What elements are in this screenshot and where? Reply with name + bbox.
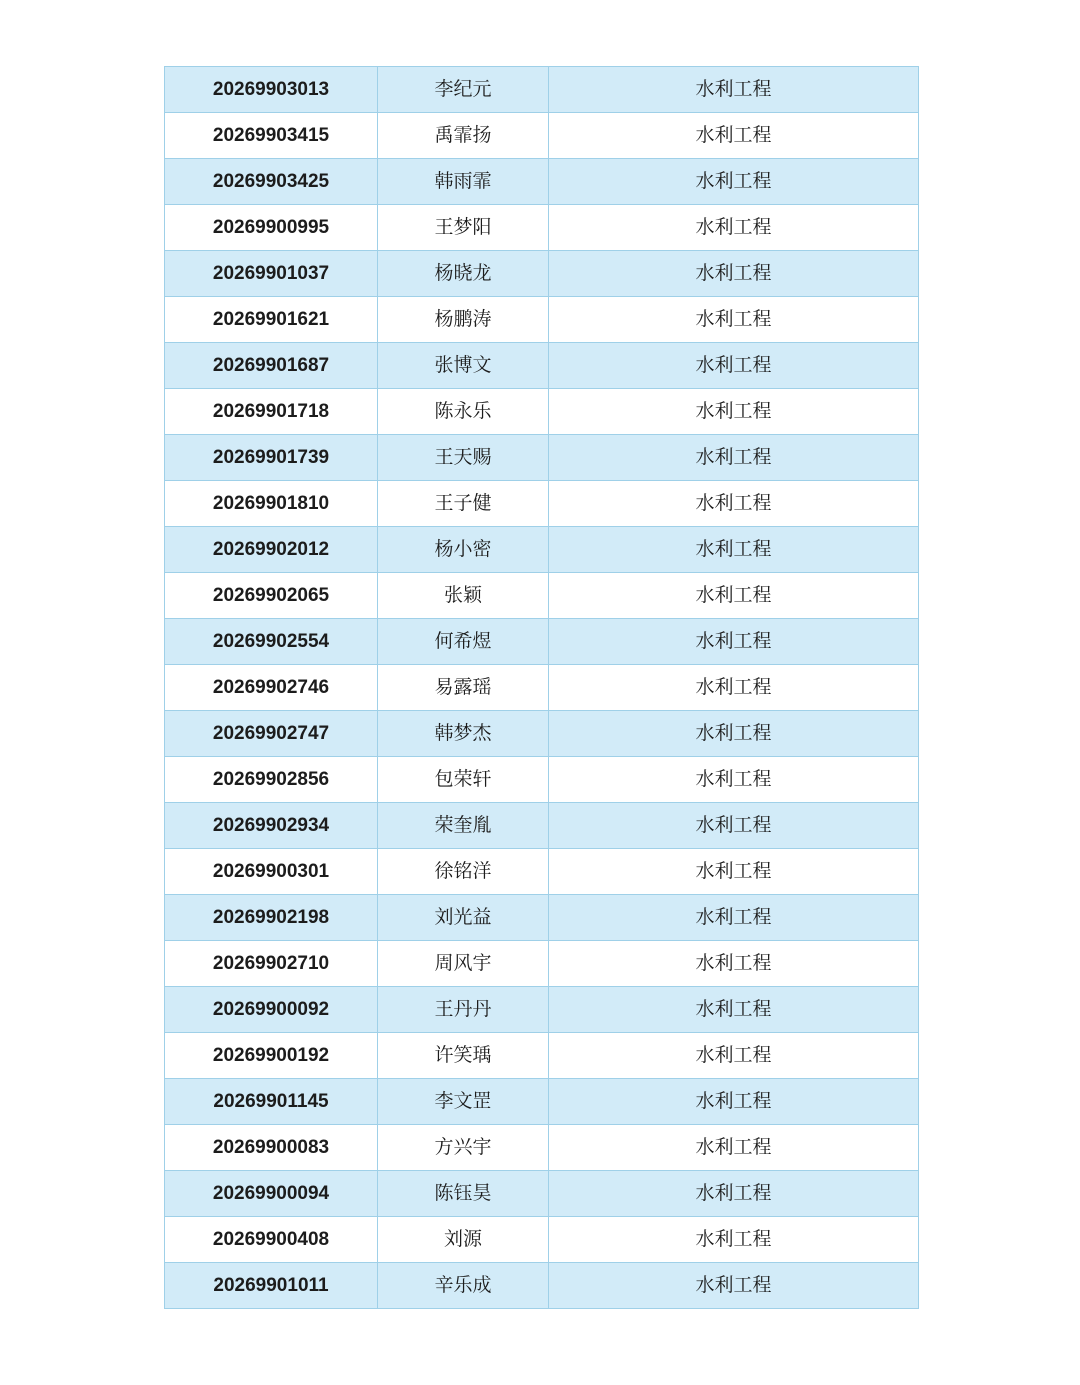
student-id-cell: 20269902746	[165, 665, 378, 711]
table-row	[165, 1171, 919, 1217]
table-row	[165, 665, 919, 711]
student-id-cell: 20269901687	[165, 343, 378, 389]
major-cell: 水利工程	[549, 941, 919, 987]
table-row	[165, 711, 919, 757]
major-cell: 水利工程	[549, 619, 919, 665]
major-cell: 水利工程	[549, 665, 919, 711]
student-name-cell: 王天赐	[378, 435, 549, 481]
table-row	[165, 1079, 919, 1125]
major-cell: 水利工程	[549, 251, 919, 297]
student-id-cell: 20269902934	[165, 803, 378, 849]
student-id-cell: 20269901145	[165, 1079, 378, 1125]
table-row	[165, 1125, 919, 1171]
student-name-cell: 禹霏扬	[378, 113, 549, 159]
student-name-cell: 易露瑶	[378, 665, 549, 711]
student-name-cell: 周风宇	[378, 941, 549, 987]
major-cell: 水利工程	[549, 895, 919, 941]
major-cell: 水利工程	[549, 113, 919, 159]
student-id-cell: 20269900301	[165, 849, 378, 895]
table-row	[165, 251, 919, 297]
table-row	[165, 941, 919, 987]
major-cell: 水利工程	[549, 573, 919, 619]
major-cell: 水利工程	[549, 1125, 919, 1171]
student-id-cell: 20269900083	[165, 1125, 378, 1171]
major-cell: 水利工程	[549, 1079, 919, 1125]
table-row	[165, 527, 919, 573]
student-name-cell: 李文罡	[378, 1079, 549, 1125]
student-name-cell: 包荣轩	[378, 757, 549, 803]
table-row	[165, 481, 919, 527]
student-name-cell: 方兴宇	[378, 1125, 549, 1171]
student-name-cell: 王子健	[378, 481, 549, 527]
table-row	[165, 757, 919, 803]
student-name-cell: 张博文	[378, 343, 549, 389]
student-id-cell: 20269900192	[165, 1033, 378, 1079]
student-name-cell: 何希煜	[378, 619, 549, 665]
student-name-cell: 杨晓龙	[378, 251, 549, 297]
student-id-cell: 20269902065	[165, 573, 378, 619]
student-id-cell: 20269901810	[165, 481, 378, 527]
major-cell: 水利工程	[549, 1263, 919, 1309]
table-row	[165, 1217, 919, 1263]
table-row	[165, 619, 919, 665]
student-name-cell: 张颖	[378, 573, 549, 619]
table-row	[165, 113, 919, 159]
student-name-cell: 韩雨霏	[378, 159, 549, 205]
student-name-cell: 辛乐成	[378, 1263, 549, 1309]
table-row	[165, 389, 919, 435]
student-id-cell: 20269902710	[165, 941, 378, 987]
student-name-cell: 韩梦杰	[378, 711, 549, 757]
table-row	[165, 895, 919, 941]
student-id-cell: 20269901621	[165, 297, 378, 343]
student-id-cell: 20269902012	[165, 527, 378, 573]
table-row	[165, 573, 919, 619]
student-id-cell: 20269900094	[165, 1171, 378, 1217]
student-id-cell: 20269902856	[165, 757, 378, 803]
major-cell: 水利工程	[549, 1171, 919, 1217]
student-id-cell: 20269902198	[165, 895, 378, 941]
student-name-cell: 荣奎胤	[378, 803, 549, 849]
student-name-cell: 许笑瑀	[378, 1033, 549, 1079]
table-row	[165, 803, 919, 849]
major-cell: 水利工程	[549, 1217, 919, 1263]
student-name-cell: 陈钰昊	[378, 1171, 549, 1217]
student-id-cell: 20269902747	[165, 711, 378, 757]
student-name-cell: 陈永乐	[378, 389, 549, 435]
student-id-cell: 20269903013	[165, 67, 378, 113]
student-id-cell: 20269903415	[165, 113, 378, 159]
table-row	[165, 849, 919, 895]
major-cell: 水利工程	[549, 297, 919, 343]
student-name-cell: 王丹丹	[378, 987, 549, 1033]
major-cell: 水利工程	[549, 711, 919, 757]
major-cell: 水利工程	[549, 757, 919, 803]
major-cell: 水利工程	[549, 1033, 919, 1079]
table-row	[165, 297, 919, 343]
table-row	[165, 159, 919, 205]
student-id-cell: 20269901011	[165, 1263, 378, 1309]
student-id-cell: 20269901037	[165, 251, 378, 297]
major-cell: 水利工程	[549, 159, 919, 205]
student-id-cell: 20269900408	[165, 1217, 378, 1263]
student-name-cell: 刘源	[378, 1217, 549, 1263]
table-row	[165, 435, 919, 481]
student-id-cell: 20269901718	[165, 389, 378, 435]
student-list-table	[164, 66, 919, 1309]
major-cell: 水利工程	[549, 481, 919, 527]
table-row	[165, 987, 919, 1033]
student-id-cell: 20269901739	[165, 435, 378, 481]
major-cell: 水利工程	[549, 987, 919, 1033]
major-cell: 水利工程	[549, 435, 919, 481]
major-cell: 水利工程	[549, 67, 919, 113]
major-cell: 水利工程	[549, 205, 919, 251]
table-row	[165, 1263, 919, 1309]
student-id-cell: 20269900995	[165, 205, 378, 251]
student-name-cell: 杨鹏涛	[378, 297, 549, 343]
major-cell: 水利工程	[549, 803, 919, 849]
student-id-cell: 20269902554	[165, 619, 378, 665]
student-id-cell: 20269900092	[165, 987, 378, 1033]
student-id-cell: 20269903425	[165, 159, 378, 205]
table-body	[165, 67, 919, 1309]
table-row	[165, 1033, 919, 1079]
student-name-cell: 徐铭洋	[378, 849, 549, 895]
student-name-cell: 杨小密	[378, 527, 549, 573]
major-cell: 水利工程	[549, 527, 919, 573]
student-name-cell: 王梦阳	[378, 205, 549, 251]
table-row	[165, 343, 919, 389]
major-cell: 水利工程	[549, 343, 919, 389]
major-cell: 水利工程	[549, 389, 919, 435]
major-cell: 水利工程	[549, 849, 919, 895]
student-name-cell: 刘光益	[378, 895, 549, 941]
table-row	[165, 67, 919, 113]
student-name-cell: 李纪元	[378, 67, 549, 113]
table-row	[165, 205, 919, 251]
